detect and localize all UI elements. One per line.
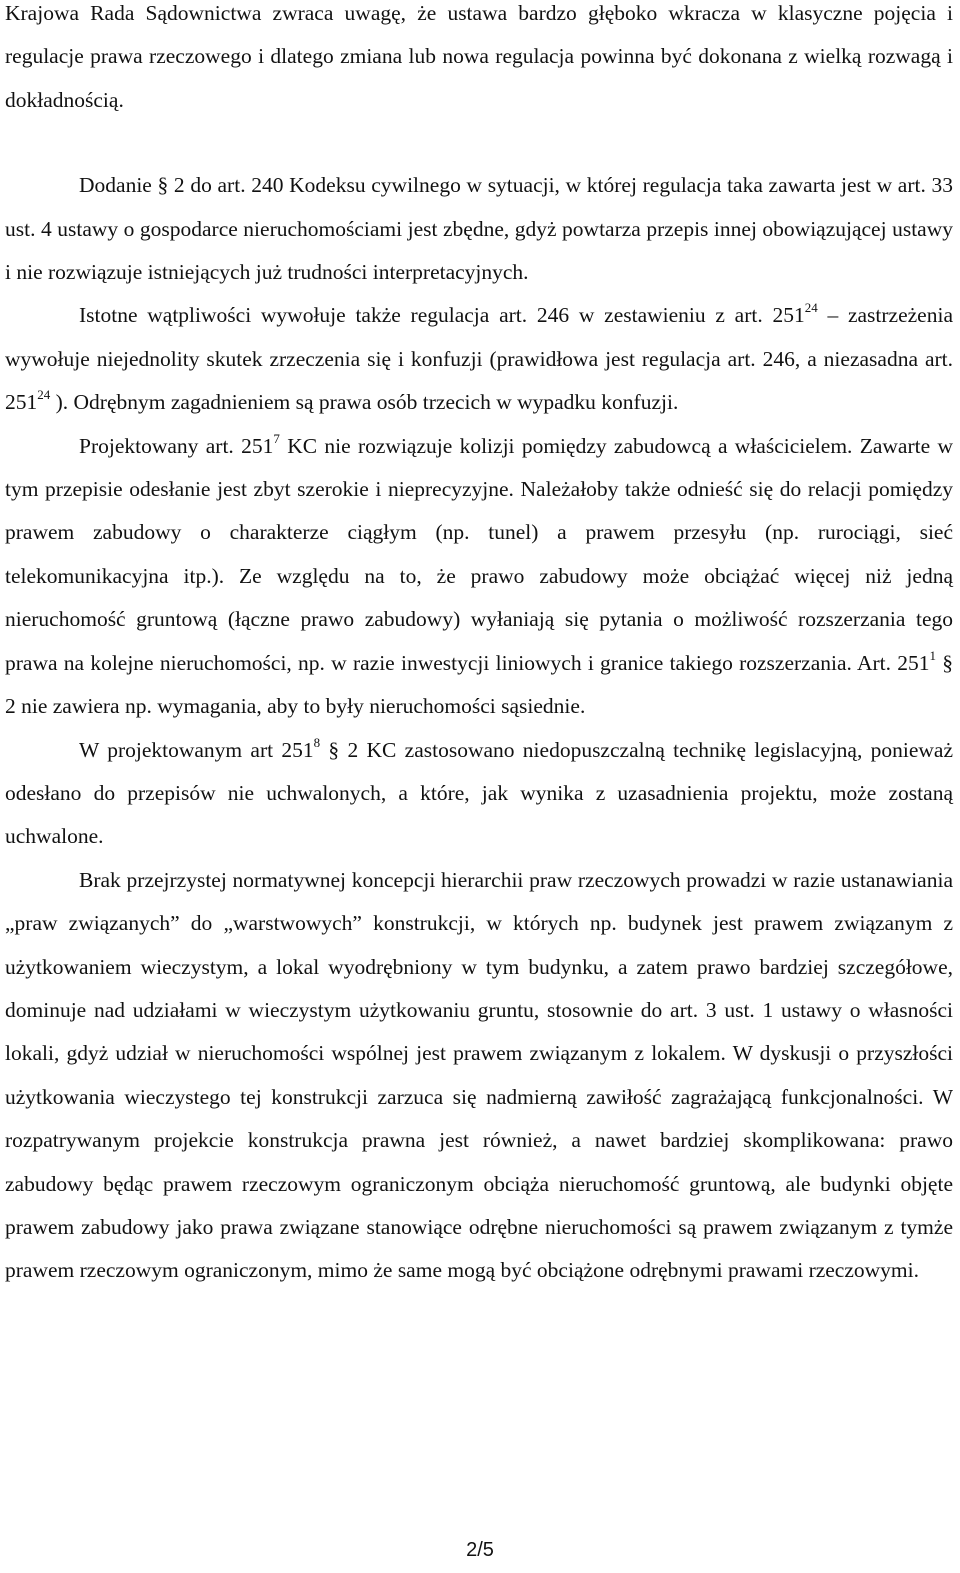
paragraph-hierarchy: Brak przejrzystej normatywnej koncepcji hierarchii praw rzeczowych prowadzi w razie ustanawiania „praw związanych” do „warstwowych” konstrukcji, w których np. budynek jest prawem związanym z użytkowaniem wieczystym, a lokal wyodrębniony w tym budynku, a zatem prawo bardziej szczegółowe, dominuje nad udziałami w wieczystym użytkowaniu gruntu, stosownie do art. 3 ust. 1 ustawy o własności lokali, gdyż udział w nieruchomości wspólnej jest prawem związanym z lokalem. W dyskusji o przyszłości użytkowania wieczystego tej konstrukcji zarzuca się nadmierną zawiłość zagrażającą funkcjonalności. W rozpatrywanym projekcie konstrukcja prawna jest również, a nawet bardziej skomplikowana: prawo zabudowy będąc prawem rzeczowym ograniczonym obciąża nieruchomość gruntową, ale budynki objęte prawem zabudowy jako prawa związane stanowiące odrębne nieruchomości są prawem związanym z tymże prawem rzeczowym ograniczonym, mimo że same mogą być obciążone odrębnymi prawami rzeczowymi. bbox=[5, 867, 953, 1283]
paragraph-art-246-text-a: Istotne wątpliwości wywołuje także regulacja art. 246 w zestawieniu z art. 251 bbox=[79, 303, 805, 328]
paragraph-krs-notice: Krajowa Rada Sądownictwa zwraca uwagę, że ustawa bardzo głęboko wkracza w klasyczne pojęcia i regulacje prawa rzeczowego i dlatego zmiana lub nowa regulacja powinna być dokonana z wielką rozwagą i dokładnością. bbox=[5, 1, 953, 112]
paragraph-art-251-8-text-b: § 2 KC zastosowano niedopuszczalną technikę legislacyjną, ponieważ odesłano do przepisów nie uchwalonych, a które, jak wynika z uzasadnienia projektu, może zostaną uchwalone. bbox=[5, 737, 953, 849]
document-page bbox=[5, 0, 953, 1293]
paragraph-art-246 bbox=[5, 294, 953, 424]
paragraph-art-251-8 bbox=[5, 729, 953, 859]
superscript-8: 8 bbox=[313, 734, 321, 750]
paragraph-art-246-text-c: ). Odrębnym zagadnieniem są prawa osób trzecich w wypadku konfuzji. bbox=[50, 390, 679, 415]
superscript-1: 1 bbox=[929, 647, 936, 663]
paragraph-art-251-7 bbox=[5, 425, 953, 729]
paragraph-gap bbox=[5, 122, 953, 164]
paragraph-art-251-7-text-b: KC nie rozwiązuje kolizji pomiędzy zabudowcą a właścicielem. Zawarte w tym przepisie odesłanie jest zbyt szerokie i nieprecyzyjne. Należałoby także odnieść się do relacji pomiędzy prawem zabudowy o charakterze ciągłym (np. tunel) a prawem przesyłu (np. rurociągi, sieć telekomunikacyjna itp.). Ze względu na to, że prawo zabudowy może obciążać więcej niż jedną nieruchomość gruntową (łączne prawo zabudowy) wyłaniają się pytania o możliwość rozszerzania tego prawa na kolejne nieruchomości, np. w razie inwestycji liniowych i granice takiego rozszerzania. Art. 251 bbox=[5, 433, 953, 675]
page-number: 2/5 bbox=[466, 1539, 494, 1561]
superscript-24: 24 bbox=[804, 300, 818, 316]
superscript-7: 7 bbox=[273, 430, 280, 446]
paragraph-art-251-7-text-c: § 2 nie zawiera np. wymagania, aby to były nieruchomości sąsiednie. bbox=[5, 650, 954, 719]
superscript-24: 24 bbox=[37, 387, 51, 403]
paragraph-art-246-text-b: – zastrzeżenia wywołuje niejednolity skutek zrzeczenia się i konfuzji (prawidłowa jest regulacja art. 246, a niezasadna art. 251 bbox=[5, 303, 953, 415]
paragraph-art-251-7-text-a: Projektowany art. 251 bbox=[79, 433, 274, 458]
paragraph-art-251-8-text-a: W projektowanym art 251 bbox=[79, 737, 314, 762]
paragraph-art-240: Dodanie § 2 do art. 240 Kodeksu cywilnego w sytuacji, w której regulacja taka zawarta jest w art. 33 ust. 4 ustawy o gospodarce nieruchomościami jest zbędne, gdyż powtarza przepis innej obowiązującej ustawy i nie rozwiązuje istniejących już trudności interpretacyjnych. bbox=[5, 173, 953, 285]
